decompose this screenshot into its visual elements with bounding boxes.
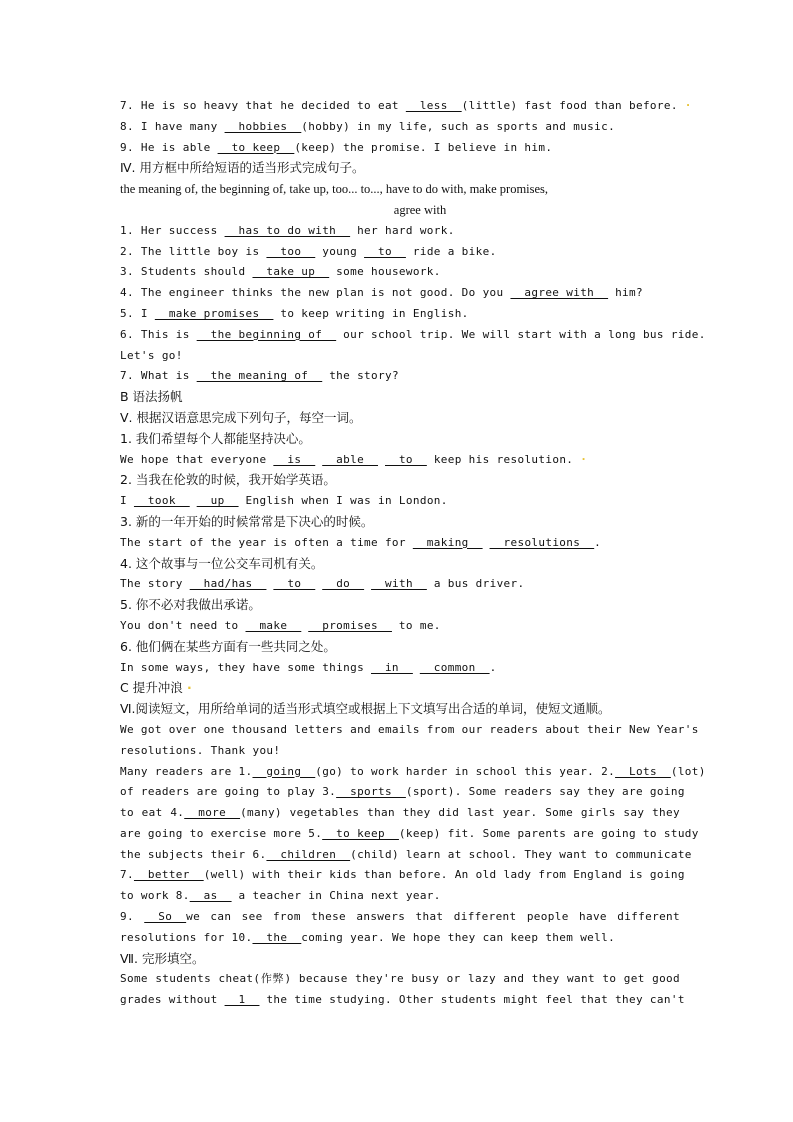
text-line: You don't need to __make__ __promises__ to me. [120,618,441,632]
highlight-mark: · [677,99,692,112]
text-line: 2. The little boy is __too__ young __to__ ride a bike. [120,244,497,258]
text-line: I __took__ __up__ English when I was in London. [120,494,448,508]
text-line: 7. What is __the meaning of__ the story? [120,369,399,383]
answer-blank: __to__ [364,244,406,258]
answer-blank: __the beginning of__ [196,327,337,341]
text-line: resolutions for 10.__the__coming year. We hope they can keep them well. [120,930,616,944]
answer-blank: __up__ [196,494,239,508]
text-line: 3. Students should __take up__ some housework. [120,265,441,279]
text-line: to eat 4.__more__(many) vegetables than they did last year. Some girls say they [120,806,680,820]
text-line: agree with [393,202,447,217]
answer-blank: __is__ [273,452,316,466]
answer-blank: __less__ [405,99,462,112]
text-line: to work 8.__as__ a teacher in China next year. [120,889,441,903]
text-line: 9. He is able __to keep__(keep) the promise. I believe in him. [120,140,553,154]
worksheet-content [120,96,706,1011]
text-line: 6. 他们俩在某些方面有一些共同之处。 [120,638,336,654]
answer-blank: __make promises__ [154,306,274,320]
text-line: Some students cheat(作弊) because they're busy or lazy and they want to get good [120,972,680,986]
answer-blank: __sports__ [336,785,406,799]
answer-blank: __children__ [266,847,351,861]
answer-blank: __with__ [371,577,427,591]
answer-blank: __hobbies__ [224,119,302,133]
answer-blank: __1__ [224,993,260,1007]
text-line: We got over one thousand letters and emails from our readers about their New Year's [120,722,699,736]
answer-blank: __do__ [322,577,365,591]
text-line: We hope that everyone __is__ __able__ __to__ keep his resolution. · [120,452,588,466]
text-line: 4. The engineer thinks the new plan is not good. Do you __agree with__ him? [120,286,643,300]
answer-blank: __So__ [144,910,187,924]
text-line: 2. 当我在伦敦的时候，我开始学英语。 [120,472,336,488]
text-line: of readers are going to play 3.__sports__(sport). Some readers say they are going [120,785,685,799]
text-line: 8. I have many __hobbies__(hobby) in my life, such as sports and music. [120,119,616,133]
text-line: Let's go! [120,348,183,362]
text-line: C 提升冲浪 · [120,680,192,696]
text-line: Ⅵ.阅读短文，用所给单词的适当形式填空或根据上下文填写出合适的单词，使短文通顺。 [120,701,611,717]
text-line: Many readers are 1.__going__(go) to work harder in school this year. 2.__Lots__(lot) [120,764,706,778]
text-line: The story __had/has__ __to__ __do__ __with__ a bus driver. [120,577,525,591]
answer-blank: __take up__ [252,265,330,279]
answer-blank: __Lots__ [615,764,671,778]
text-line: 5. I __make promises__ to keep writing in English. [120,306,469,320]
text-line: resolutions. Thank you! [120,743,281,757]
answer-blank: __making__ [412,535,483,549]
answer-blank: __too__ [266,244,316,258]
text-line: 1. 我们希望每个人都能坚持决心。 [120,430,311,446]
answer-blank: __had/has__ [189,577,267,591]
text-line: B 语法扬帆 [120,389,183,405]
text-line: 3. 新的一年开始的时候常常是下决心的时候。 [120,513,374,529]
text-line: 7. He is so heavy that he decided to eat __less__(little) fast food than before. · [120,99,692,112]
text-line: are going to exercise more 5.__to keep__(keep) fit. Some parents are going to study [120,826,699,840]
text-line: the meaning of, the beginning of, take up, too... to..., have to do with, make promises, [120,182,549,197]
text-line: Ⅶ. 完形填空。 [120,950,205,966]
answer-blank: __going__ [252,764,316,778]
text-line: 9. __So__we can see from these answers that different people have different [120,910,680,924]
text-line: 6. This is __the beginning of__ our school trip. We will start with a long bus ride. [120,327,706,341]
answer-blank: __the__ [252,930,302,944]
answer-blank: __more__ [184,806,241,820]
text-line: The start of the year is often a time for __making__ __resolutions__. [120,535,602,549]
answer-blank: __has to do with__ [224,223,351,237]
text-line: 7.__better__(well) with their kids than before. An old lady from England is going [120,868,685,882]
answer-blank: __better__ [133,868,204,882]
answer-blank: __agree with__ [510,286,609,300]
text-line: Ⅳ. 用方框中所给短语的适当形式完成句子。 [120,160,365,176]
answer-blank: __to__ [273,577,316,591]
text-line: the subjects their 6.__children__(child) learn at school. They want to communicate [120,847,692,861]
answer-blank: __promises__ [308,618,392,632]
answer-blank: __to__ [385,452,427,466]
answer-blank: __common__ [419,660,490,674]
highlight-mark: · [182,680,192,696]
answer-blank: __to keep__ [217,140,295,154]
text-line: Ⅴ. 根据汉语意思完成下列句子，每空一词。 [120,409,362,425]
text-line: grades without __1__ the time studying. Other students might feel that they can't [120,993,685,1007]
text-line: 1. Her success __has to do with__ her hard work. [120,223,455,237]
answer-blank: __the meaning of__ [196,369,323,383]
answer-blank: __able__ [322,452,379,466]
answer-blank: __to keep__ [322,826,399,840]
text-line: 5. 你不必对我做出承诺。 [120,597,261,613]
answer-blank: __in__ [371,660,413,674]
text-line: In some ways, they have some things __in__ __common__. [120,660,497,674]
answer-blank: __resolutions__ [489,535,595,549]
highlight-mark: · [573,452,588,466]
answer-blank: __as__ [189,889,232,903]
answer-blank: __make__ [245,618,302,632]
text-line: 4. 这个故事与一位公交车司机有关。 [120,555,324,571]
answer-blank: __took__ [133,494,190,508]
